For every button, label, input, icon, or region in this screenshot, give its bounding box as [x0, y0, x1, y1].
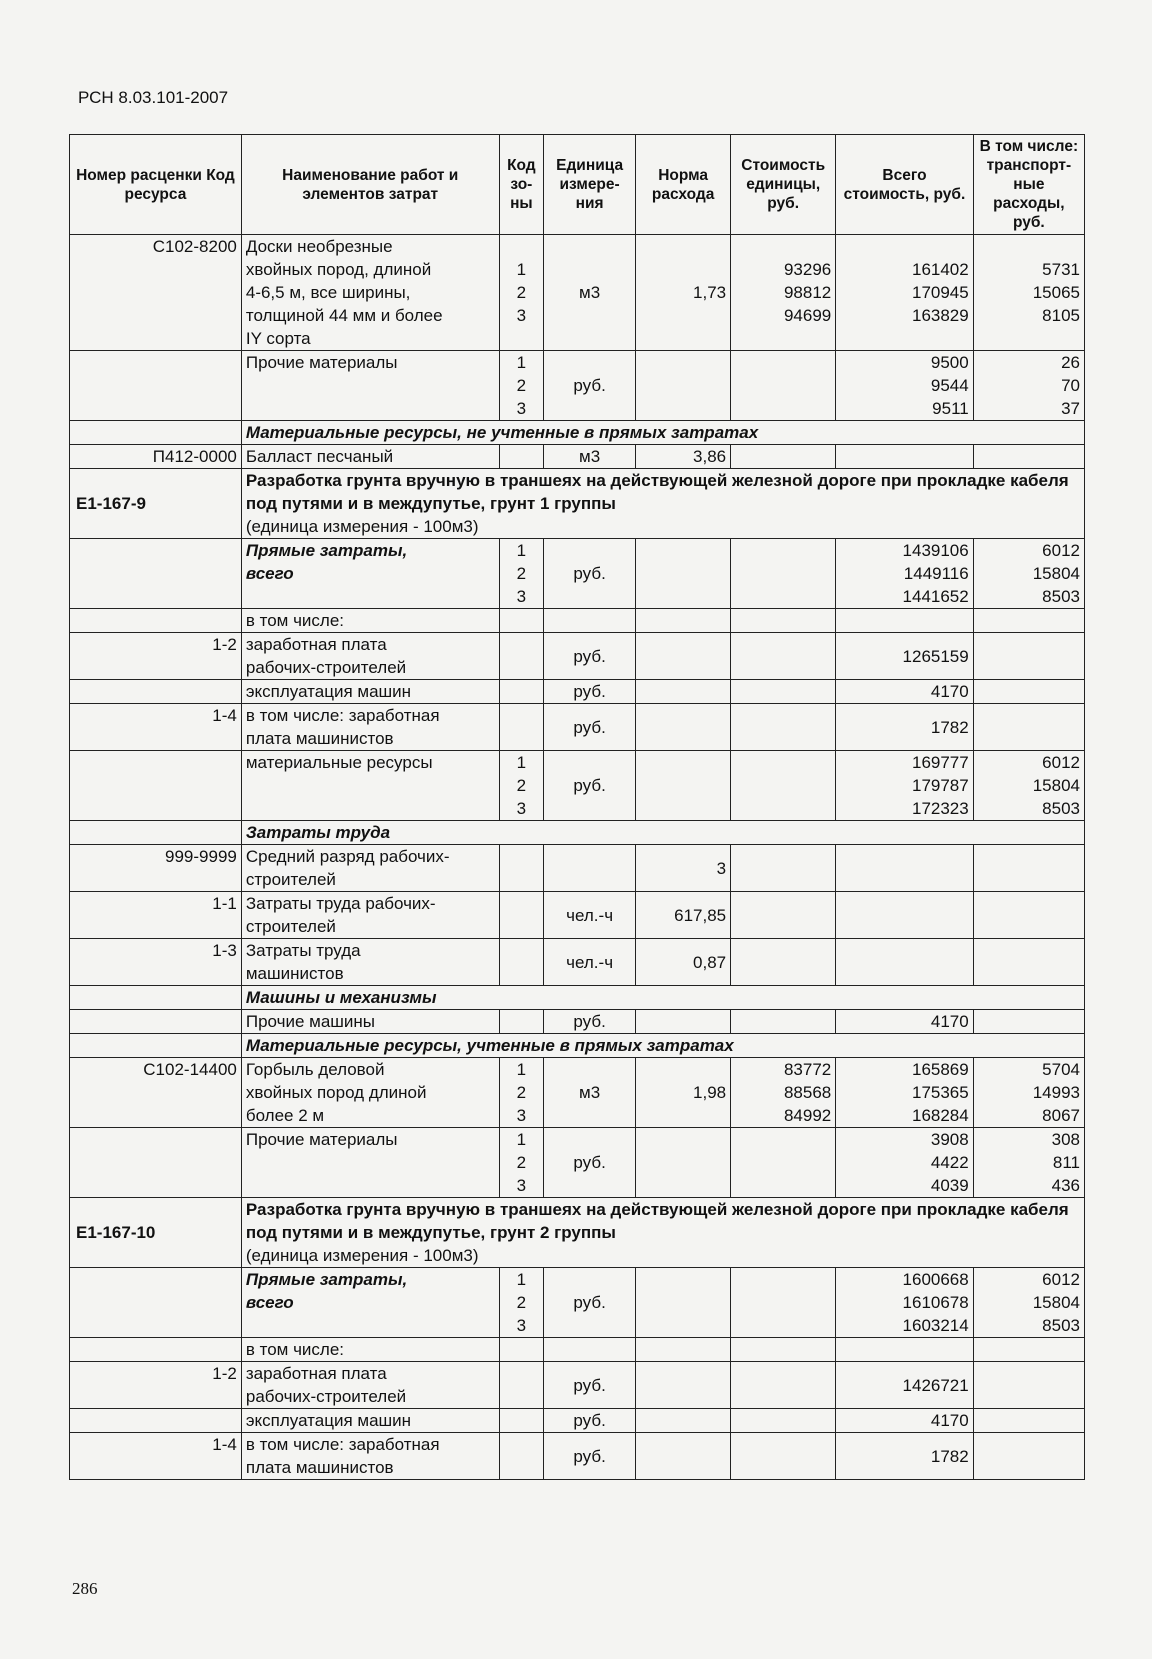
zone-codes: 1 2 3: [499, 235, 543, 351]
section-row: [70, 986, 1085, 1010]
table-row: [70, 892, 1085, 939]
unit: руб.: [544, 751, 636, 821]
column-header: Единица измере- ния: [544, 135, 636, 235]
item-name: Средний разряд рабочих- строителей: [241, 845, 499, 892]
rate-unit-note: (единица измерения - 100м3): [245, 1246, 479, 1265]
transport-cost: 5731 15065 8105: [973, 235, 1084, 351]
section-row: [70, 821, 1085, 845]
column-header: Всего стоимость, руб.: [836, 135, 973, 235]
unit-cost: 93296 98812 94699: [731, 235, 836, 351]
norm: 617,85: [636, 892, 731, 939]
item-name: в том числе: заработная плата машинистов: [241, 1433, 499, 1480]
item-name: в том числе:: [241, 609, 499, 633]
norm: 1,98: [636, 1058, 731, 1128]
item-name: Прочие материалы: [241, 351, 499, 421]
total-cost: 4170: [836, 1409, 973, 1433]
item-name: в том числе: заработная плата машинистов: [241, 704, 499, 751]
page-number: 286: [72, 1579, 98, 1598]
table-row: [70, 1010, 1085, 1034]
table-row: [70, 704, 1085, 751]
table-row: [70, 1409, 1085, 1433]
zone-codes: 1 2 3: [499, 1058, 543, 1128]
transport-cost: 26 70 37: [973, 351, 1084, 421]
zone-codes: 1 2 3: [499, 539, 543, 609]
zone-codes: 1 2 3: [499, 1128, 543, 1198]
unit: м3: [544, 1058, 636, 1128]
section-title: Машины и механизмы: [241, 986, 1084, 1010]
unit: м3: [544, 445, 636, 469]
unit: руб.: [544, 1268, 636, 1338]
item-name: заработная плата рабочих-строителей: [241, 633, 499, 680]
resource-code: 1-4: [70, 704, 242, 751]
total-cost: 1782: [836, 704, 973, 751]
unit: руб.: [544, 1362, 636, 1409]
total-cost: 1439106 1449116 1441652: [836, 539, 973, 609]
item-name: Прямые затраты, всего: [241, 1268, 499, 1338]
table-row: [70, 633, 1085, 680]
column-header: Номер расценки Код ресурса: [70, 135, 242, 235]
table-row: [70, 939, 1085, 986]
table-row: [70, 1058, 1085, 1128]
section-row: [70, 421, 1085, 445]
column-header: Норма расхода: [636, 135, 731, 235]
transport-cost: 6012 15804 8503: [973, 1268, 1084, 1338]
document-header: РСН 8.03.101-2007: [78, 88, 229, 107]
total-cost: 4170: [836, 1010, 973, 1034]
table-row: [70, 1362, 1085, 1409]
item-name: Прочие машины: [241, 1010, 499, 1034]
unit: руб.: [544, 351, 636, 421]
item-name: материальные ресурсы: [241, 751, 499, 821]
resource-code: 1-4: [70, 1433, 242, 1480]
norm: 0,87: [636, 939, 731, 986]
table-row: [70, 351, 1085, 421]
item-name: эксплуатация машин: [241, 1409, 499, 1433]
column-header: Стоимость единицы, руб.: [731, 135, 836, 235]
unit: руб.: [544, 539, 636, 609]
rate-code: Е1-167-10: [70, 1198, 242, 1268]
rates-table: [69, 134, 1085, 1480]
total-cost: 1782: [836, 1433, 973, 1480]
rate-code: Е1-167-9: [70, 469, 242, 539]
table-row: [70, 1128, 1085, 1198]
total-cost: 161402 170945 163829: [836, 235, 973, 351]
section-title: Материальные ресурсы, не учтенные в прямых затратах: [241, 421, 1084, 445]
item-name: Затраты труда машинистов: [241, 939, 499, 986]
total-cost: 165869 175365 168284: [836, 1058, 973, 1128]
section-row: [70, 1034, 1085, 1058]
rate-unit-note: (единица измерения - 100м3): [245, 517, 479, 536]
transport-cost: 6012 15804 8503: [973, 751, 1084, 821]
unit: руб.: [544, 704, 636, 751]
unit: чел.-ч: [544, 892, 636, 939]
norm: 1,73: [636, 235, 731, 351]
item-name: Доски необрезные хвойных пород, длиной 4-6,5 м, все ширины, толщиной 44 мм и более IY сорта: [241, 235, 499, 351]
table-row: [70, 845, 1085, 892]
unit: руб.: [544, 680, 636, 704]
norm: 3,86: [636, 445, 731, 469]
resource-code: С102-8200: [70, 235, 242, 351]
section-title: Затраты труда: [241, 821, 1084, 845]
table-row: [70, 609, 1085, 633]
total-cost: 169777 179787 172323: [836, 751, 973, 821]
table-row: [70, 1268, 1085, 1338]
total-cost: 3908 4422 4039: [836, 1128, 973, 1198]
resource-code: П412-0000: [70, 445, 242, 469]
unit: м3: [544, 235, 636, 351]
column-header: В том числе: транспорт- ные расходы, руб.: [973, 135, 1084, 235]
transport-cost: 308 811 436: [973, 1128, 1084, 1198]
norm: 3: [636, 845, 731, 892]
item-name: заработная плата рабочих-строителей: [241, 1362, 499, 1409]
total-cost: 1426721: [836, 1362, 973, 1409]
rate-title: Разработка грунта вручную в траншеях на действующей железной дороге при прокладке кабеля под путями и в междупутье, грунт 1 группы: [245, 471, 1069, 513]
total-cost: 1600668 1610678 1603214: [836, 1268, 973, 1338]
unit: руб.: [544, 1010, 636, 1034]
unit-cost: 83772 88568 84992: [731, 1058, 836, 1128]
table-row: [70, 1433, 1085, 1480]
resource-code: 1-1: [70, 892, 242, 939]
item-name: Прочие материалы: [241, 1128, 499, 1198]
unit: руб.: [544, 1409, 636, 1433]
unit: руб.: [544, 1128, 636, 1198]
transport-cost: 5704 14993 8067: [973, 1058, 1084, 1128]
column-header: Код зо- ны: [499, 135, 543, 235]
zone-codes: 1 2 3: [499, 1268, 543, 1338]
table-row: [70, 1338, 1085, 1362]
total-cost: 9500 9544 9511: [836, 351, 973, 421]
section-title: Материальные ресурсы, учтенные в прямых затратах: [241, 1034, 1084, 1058]
item-name: Прямые затраты, всего: [241, 539, 499, 609]
rate-title: Разработка грунта вручную в траншеях на действующей железной дороге при прокладке кабеля под путями и в междупутье, грунт 2 группы: [245, 1200, 1069, 1242]
table-row: [70, 539, 1085, 609]
table-row: [70, 751, 1085, 821]
unit: руб.: [544, 633, 636, 680]
rate-header-row: [70, 469, 1085, 539]
total-cost: 1265159: [836, 633, 973, 680]
unit: руб.: [544, 1433, 636, 1480]
transport-cost: 6012 15804 8503: [973, 539, 1084, 609]
table-row: [70, 680, 1085, 704]
rate-header-row: [70, 1198, 1085, 1268]
resource-code: 1-2: [70, 1362, 242, 1409]
table-row: [70, 445, 1085, 469]
zone-codes: 1 2 3: [499, 351, 543, 421]
resource-code: 1-2: [70, 633, 242, 680]
item-name: эксплуатация машин: [241, 680, 499, 704]
item-name: Балласт песчаный: [241, 445, 499, 469]
table-header-row: [70, 135, 1085, 235]
resource-code: С102-14400: [70, 1058, 242, 1128]
resource-code: 999-9999: [70, 845, 242, 892]
column-header: Наименование работ и элементов затрат: [241, 135, 499, 235]
total-cost: 4170: [836, 680, 973, 704]
item-name: Затраты труда рабочих- строителей: [241, 892, 499, 939]
unit: чел.-ч: [544, 939, 636, 986]
resource-code: 1-3: [70, 939, 242, 986]
item-name: Горбыль деловой хвойных пород длиной более 2 м: [241, 1058, 499, 1128]
table-row: [70, 235, 1085, 351]
item-name: в том числе:: [241, 1338, 499, 1362]
zone-codes: 1 2 3: [499, 751, 543, 821]
